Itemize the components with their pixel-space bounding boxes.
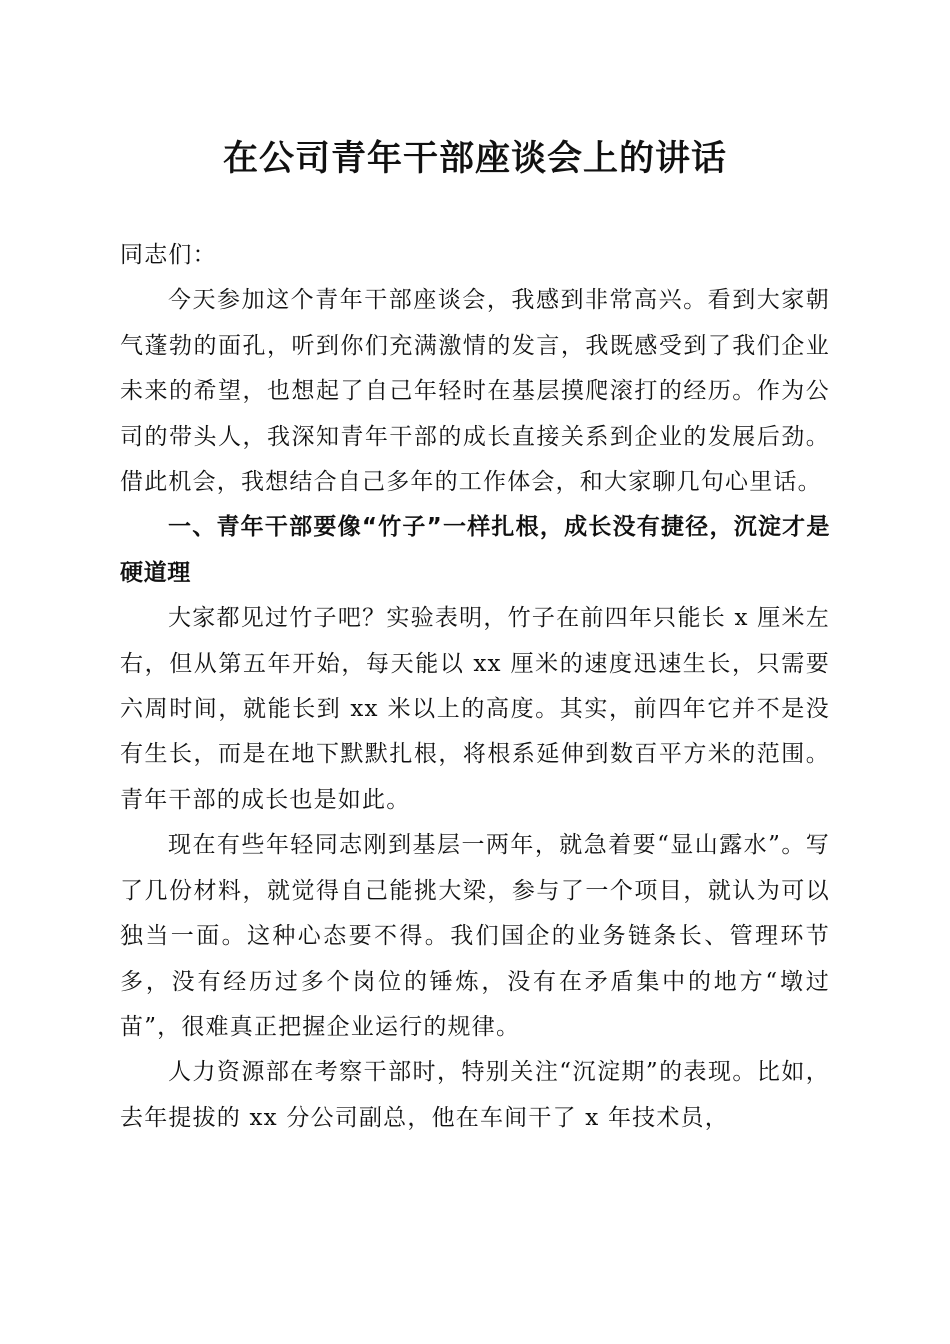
paragraph-young-staff: 现在有些年轻同志刚到基层一两年，就急着要“显山露水”。写了几份材料，就觉得自己能挑大梁，参与了一个项目，就认为可以独当一面。这种心态要不得。我们国企的业务链条长、管理环节多，没有经历过多个岗位的锤炼，没有在矛盾集中的地方“墩过苗”，很难真正把握企业运行的规律。 — [120, 832, 830, 1040]
document-title: 在公司青年干部座谈会上的讲话 — [222, 138, 727, 179]
paragraph-bamboo: 大家都见过竹子吧？实验表明，竹子在前四年只能长 x 厘米左右，但从第五年开始，每天能以 xx 厘米的速度迅速生长，只需要六周时间，就能长到 xx 米以上的高度。其实，前四年它并不是没有生长，而是在地下默默扎根，将根系延伸到数百平方米的范围。青年干部的成长也是如此。 — [120, 605, 830, 813]
document-body — [120, 233, 830, 1141]
salutation: 同志们： — [120, 242, 217, 268]
paragraph-hr: 人力资源部在考察干部时，特别关注“沉淀期”的表现。比如，去年提拔的 xx 分公司副总，他在车间干了 x 年技术员， — [120, 1059, 830, 1131]
section-heading-1: 一、青年干部要像“竹子”一样扎根，成长没有捷径，沉淀才是硬道理 — [120, 514, 830, 586]
paragraph-intro: 今天参加这个青年干部座谈会，我感到非常高兴。看到大家朝气蓬勃的面孔，听到你们充满激情的发言，我既感受到了我们企业未来的希望，也想起了自己年轻时在基层摸爬滚打的经历。作为公司的带头人，我深知青年干部的成长直接关系到企业的发展后劲。借此机会，我想结合自己多年的工作体会，和大家聊几句心里话。 — [120, 287, 830, 496]
